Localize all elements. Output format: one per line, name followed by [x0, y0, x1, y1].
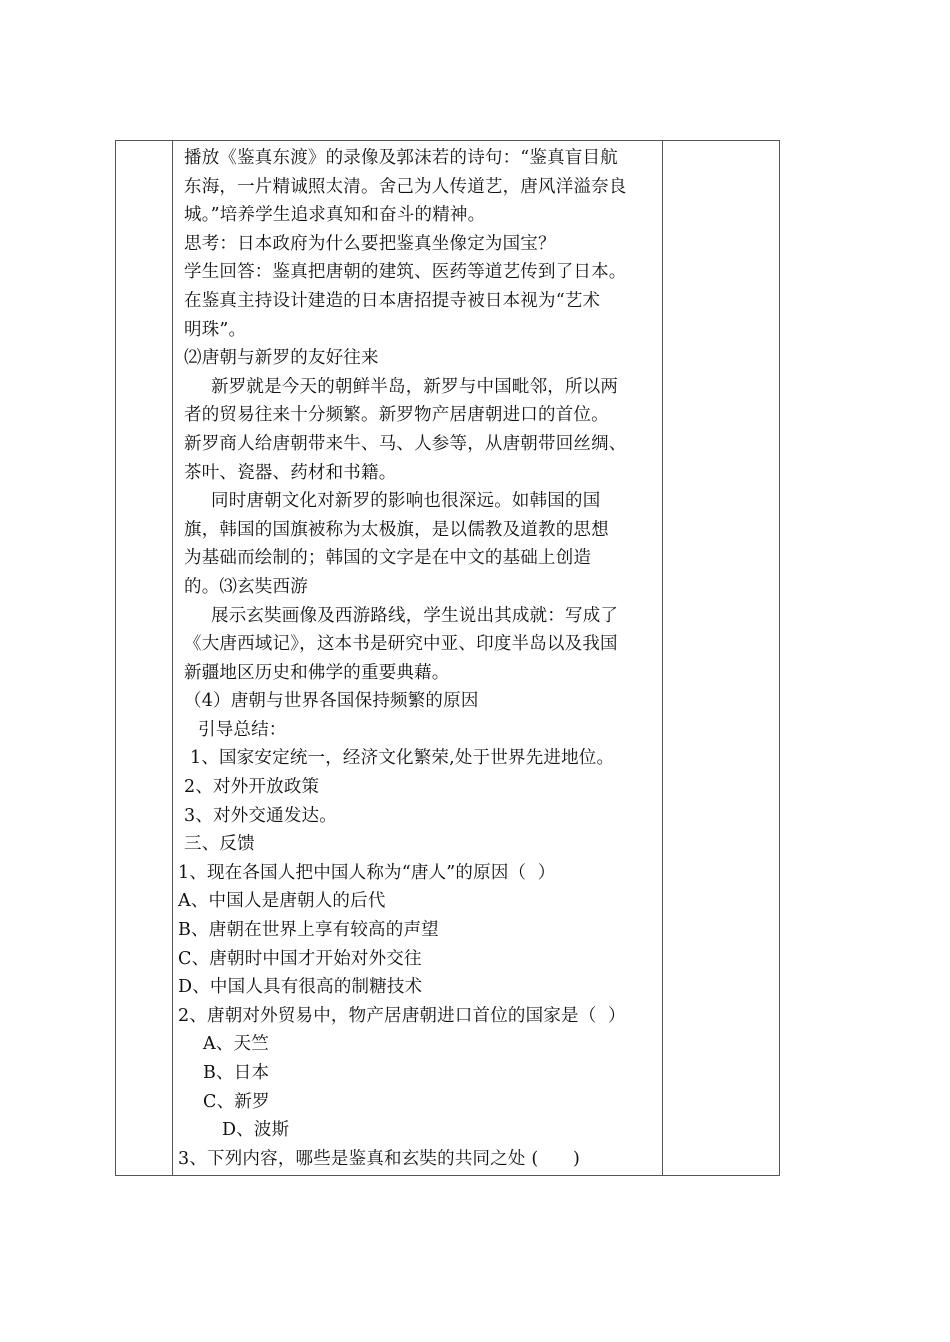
answer-option: D、波斯: [222, 1120, 290, 1141]
column-divider-left: [172, 141, 173, 1175]
section-heading: 三、反馈: [184, 834, 255, 855]
question: 2、唐朝对外贸易中，物产居唐朝进口首位的国家是（ ）: [178, 1005, 626, 1026]
text-line: 为基础而绘制的；韩国的文字是在中文的基础上创造: [184, 548, 592, 569]
text-line: 新罗商人给唐朝带来牛、马、人参等，从唐朝带回丝绸、: [184, 433, 627, 454]
text-line: 东海，一片精诚照太清。舍己为人传道艺，唐风洋溢奈良: [184, 176, 627, 197]
text-line: 在鉴真主持设计建造的日本唐招提寺被日本视为“艺术: [184, 290, 601, 311]
text-line: 明珠”。: [184, 319, 247, 340]
answer-option: C、新罗: [203, 1091, 270, 1112]
text-line: 旗，韩国的国旗被称为太极旗，是以儒教及道教的思想: [184, 519, 609, 540]
text-line: 《大唐西域记》，这本书是研究中亚、印度半岛以及我国: [184, 634, 618, 655]
text-line: 展示玄奘画像及西游路线，学生说出其成就：写成了: [211, 605, 619, 626]
answer-option: B、唐朝在世界上享有较高的声望: [178, 920, 439, 941]
text-line: 播放《鉴真东渡》的录像及郭沫若的诗句：“鉴真盲目航: [184, 148, 618, 168]
lesson-table: [115, 140, 780, 1176]
section-heading: ⑵唐朝与新罗的友好往来: [184, 348, 379, 369]
section-heading: （4）唐朝与世界各国保持频繁的原因: [184, 691, 479, 712]
answer-option: B、日本: [203, 1063, 270, 1083]
summary-item: 1、国家安定统一，经济文化繁荣,处于世界先进地位。: [190, 748, 615, 769]
summary-item: 3、对外交通发达。: [184, 805, 337, 826]
question: 1、现在各国人把中国人称为“唐人”的原因（ ）: [178, 862, 556, 883]
text-line: 新疆地区历史和佛学的重要典藉。: [184, 662, 450, 683]
text-line: 的。⑶玄奘西游: [184, 576, 308, 597]
answer-option: D、中国人具有很高的制糖技术: [178, 977, 423, 998]
text-line: 同时唐朝文化对新罗的影响也很深远。如韩国的国: [211, 491, 601, 512]
lesson-content-cell: [178, 144, 662, 1173]
answer-option: A、中国人是唐朝人的后代: [178, 891, 386, 912]
answer-option: A、天竺: [203, 1034, 269, 1055]
text-line: 城。”培养学生追求真知和奋斗的精神。: [184, 205, 486, 226]
text-line: 引导总结：: [198, 719, 287, 740]
column-divider-right: [662, 141, 663, 1175]
summary-item: 2、对外开放政策: [184, 777, 320, 798]
answer-option: C、唐朝时中国才开始对外交往: [178, 948, 422, 969]
text-line: 者的贸易往来十分频繁。新罗物产居唐朝进口的首位。: [184, 405, 609, 426]
text-line: 新罗就是今天的朝鲜半岛，新罗与中国毗邻，所以两: [211, 376, 619, 397]
text-line: 茶叶、瓷器、药材和书籍。: [184, 462, 397, 483]
text-line: 思考：日本政府为什么要把鉴真坐像定为国宝？: [184, 233, 556, 254]
text-line: 学生回答：鉴真把唐朝的建筑、医药等道艺传到了日本。: [184, 262, 627, 283]
question: 3、下列内容，哪些是鉴真和玄奘的共同之处 ( ): [178, 1148, 581, 1169]
